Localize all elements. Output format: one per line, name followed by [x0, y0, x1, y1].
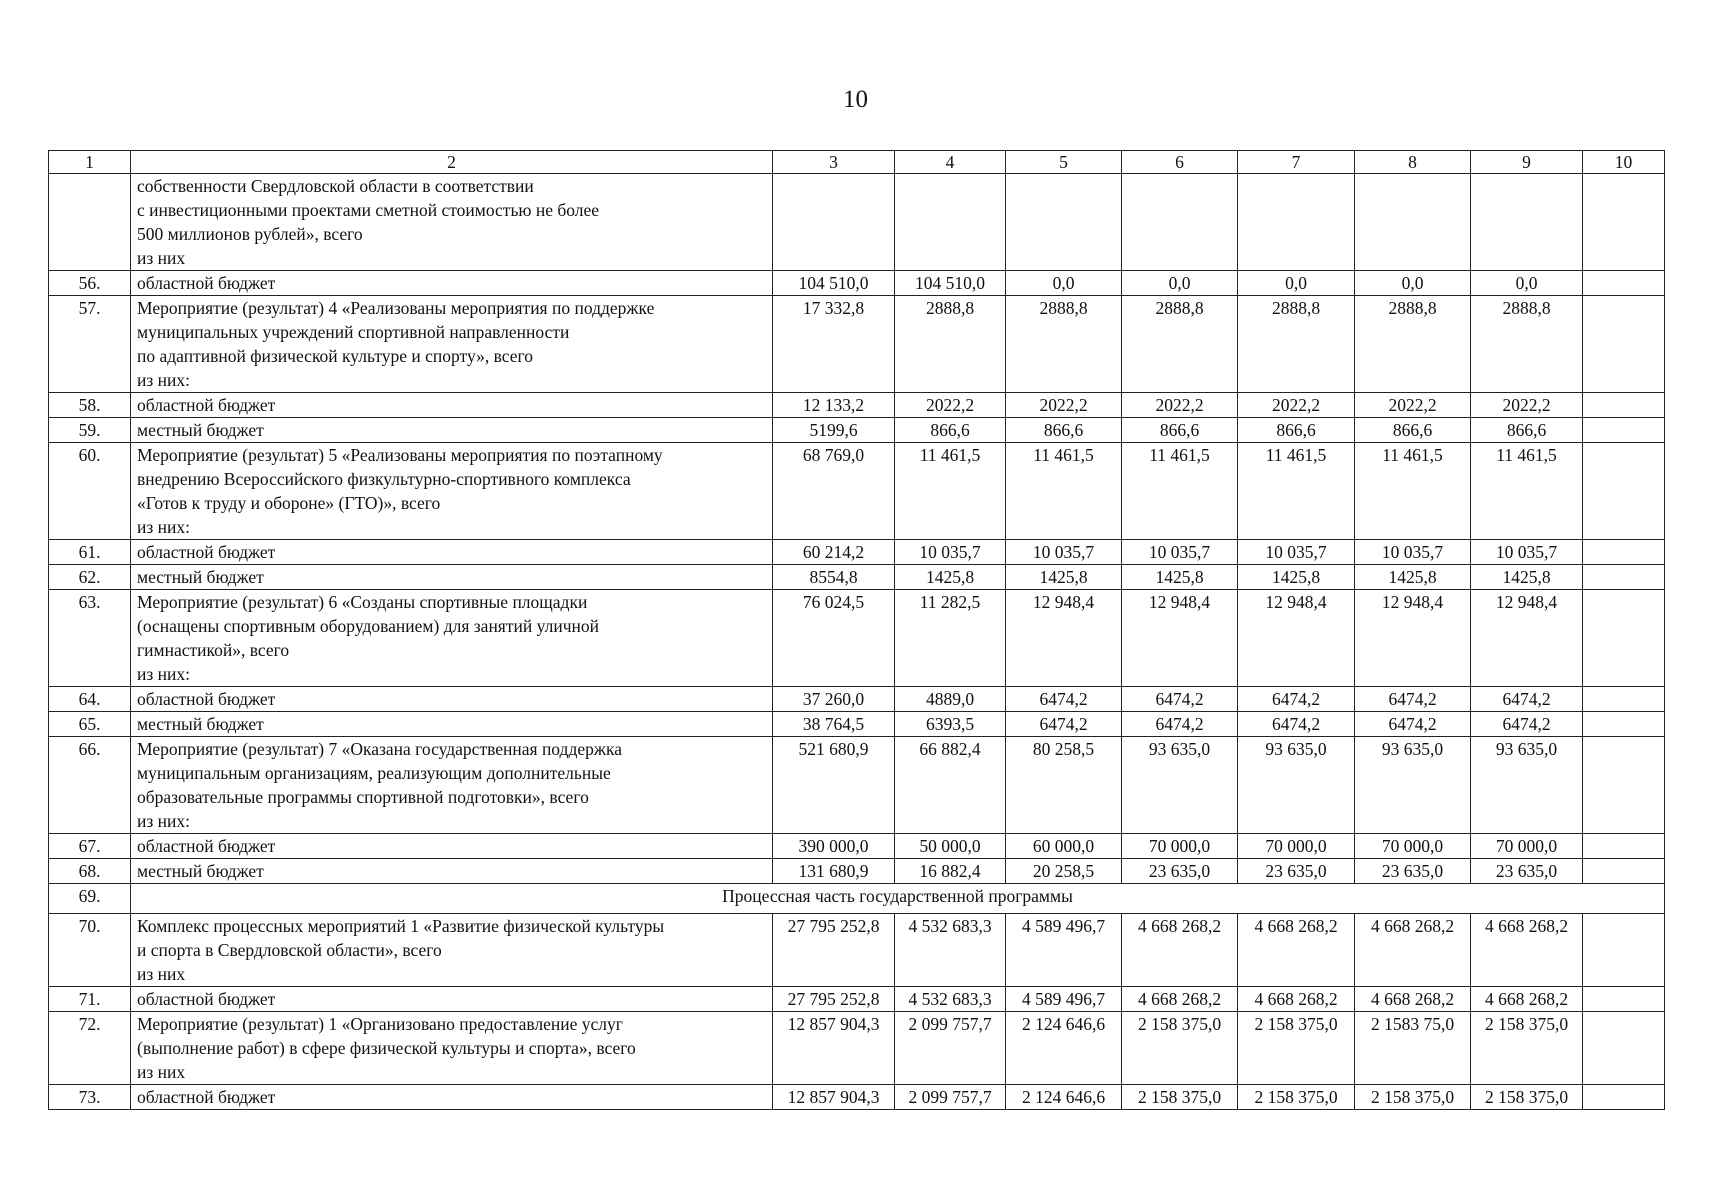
value-cell-col-3: 521 680,9	[773, 737, 895, 834]
row-number: 64.	[49, 687, 131, 712]
value-cell-col-7: 1425,8	[1238, 565, 1355, 590]
table-row	[49, 859, 1665, 884]
value-cell-col-5: 2022,2	[1006, 393, 1122, 418]
row-name-line: гимнастикой», всего	[137, 640, 290, 660]
header-cell: 2	[131, 151, 773, 174]
table-row	[49, 914, 1665, 987]
value-cell-col-10	[1583, 687, 1665, 712]
row-number: 72.	[49, 1012, 131, 1085]
value-cell-col-10	[1583, 590, 1665, 687]
table-row	[49, 712, 1665, 737]
value-cell-col-9: 4 668 268,2	[1471, 914, 1583, 987]
row-name	[131, 712, 773, 737]
row-name-line: из них:	[137, 370, 190, 390]
value-cell-col-9: 6474,2	[1471, 687, 1583, 712]
row-name-line: из них	[137, 1062, 186, 1082]
value-cell-col-4: 2 099 757,7	[895, 1085, 1006, 1110]
row-number: 65.	[49, 712, 131, 737]
value-cell-col-4: 2022,2	[895, 393, 1006, 418]
value-cell-col-6: 10 035,7	[1122, 540, 1238, 565]
value-cell-col-4: 4 532 683,3	[895, 987, 1006, 1012]
row-name	[131, 987, 773, 1012]
row-name	[131, 590, 773, 687]
value-cell-col-8: 2 158 375,0	[1355, 1085, 1471, 1110]
value-cell-col-7: 10 035,7	[1238, 540, 1355, 565]
value-cell-col-6: 2022,2	[1122, 393, 1238, 418]
value-cell-col-6: 11 461,5	[1122, 443, 1238, 540]
value-cell-col-9: 2 158 375,0	[1471, 1012, 1583, 1085]
value-cell-col-6	[1122, 174, 1238, 271]
row-name-line: муниципальных учреждений спортивной направленности	[137, 322, 570, 342]
value-cell-col-9: 2888,8	[1471, 296, 1583, 393]
value-cell-col-10	[1583, 418, 1665, 443]
value-cell-col-7: 0,0	[1238, 271, 1355, 296]
row-number: 73.	[49, 1085, 131, 1110]
value-cell-col-3: 390 000,0	[773, 834, 895, 859]
value-cell-col-8: 6474,2	[1355, 687, 1471, 712]
value-cell-col-9	[1471, 174, 1583, 271]
value-cell-col-6: 2 158 375,0	[1122, 1085, 1238, 1110]
header-cell: 6	[1122, 151, 1238, 174]
row-number: 69.	[49, 884, 131, 914]
value-cell-col-10	[1583, 987, 1665, 1012]
value-cell-col-4: 866,6	[895, 418, 1006, 443]
table-row	[49, 296, 1665, 393]
value-cell-col-8: 866,6	[1355, 418, 1471, 443]
value-cell-col-10	[1583, 540, 1665, 565]
row-name-line: местный бюджет	[137, 714, 264, 734]
table-row	[49, 418, 1665, 443]
value-cell-col-10	[1583, 737, 1665, 834]
value-cell-col-3: 27 795 252,8	[773, 987, 895, 1012]
value-cell-col-5: 2 124 646,6	[1006, 1012, 1122, 1085]
table-row	[49, 687, 1665, 712]
page-number: 10	[843, 86, 868, 113]
value-cell-col-3: 8554,8	[773, 565, 895, 590]
header-cell: 7	[1238, 151, 1355, 174]
value-cell-col-5: 60 000,0	[1006, 834, 1122, 859]
value-cell-col-5: 866,6	[1006, 418, 1122, 443]
row-number: 57.	[49, 296, 131, 393]
row-name-line: местный бюджет	[137, 420, 264, 440]
row-number: 56.	[49, 271, 131, 296]
row-name	[131, 418, 773, 443]
row-number: 66.	[49, 737, 131, 834]
row-name-line: «Готов к труду и обороне» (ГТО)», всего	[137, 493, 441, 513]
value-cell-col-5: 12 948,4	[1006, 590, 1122, 687]
value-cell-col-5: 80 258,5	[1006, 737, 1122, 834]
value-cell-col-9: 93 635,0	[1471, 737, 1583, 834]
value-cell-col-7: 866,6	[1238, 418, 1355, 443]
value-cell-col-3: 17 332,8	[773, 296, 895, 393]
row-number: 62.	[49, 565, 131, 590]
row-number: 60.	[49, 443, 131, 540]
value-cell-col-6: 70 000,0	[1122, 834, 1238, 859]
value-cell-col-4: 16 882,4	[895, 859, 1006, 884]
row-name	[131, 914, 773, 987]
value-cell-col-10	[1583, 393, 1665, 418]
value-cell-col-4: 11 282,5	[895, 590, 1006, 687]
value-cell-col-4: 66 882,4	[895, 737, 1006, 834]
row-name	[131, 540, 773, 565]
row-name	[131, 565, 773, 590]
value-cell-col-10	[1583, 1085, 1665, 1110]
value-cell-col-9: 70 000,0	[1471, 834, 1583, 859]
row-name	[131, 737, 773, 834]
value-cell-col-7: 12 948,4	[1238, 590, 1355, 687]
row-name-line: областной бюджет	[137, 836, 276, 856]
value-cell-col-10	[1583, 712, 1665, 737]
row-number: 70.	[49, 914, 131, 987]
header-cell: 3	[773, 151, 895, 174]
row-name	[131, 1085, 773, 1110]
value-cell-col-8: 11 461,5	[1355, 443, 1471, 540]
value-cell-col-8: 0,0	[1355, 271, 1471, 296]
value-cell-col-8: 1425,8	[1355, 565, 1471, 590]
table-row	[49, 590, 1665, 687]
value-cell-col-9: 0,0	[1471, 271, 1583, 296]
row-number	[49, 174, 131, 271]
value-cell-col-9: 2022,2	[1471, 393, 1583, 418]
value-cell-col-4: 6393,5	[895, 712, 1006, 737]
row-number: 68.	[49, 859, 131, 884]
value-cell-col-9: 12 948,4	[1471, 590, 1583, 687]
value-cell-col-5: 10 035,7	[1006, 540, 1122, 565]
header-cell: 8	[1355, 151, 1471, 174]
value-cell-col-8: 4 668 268,2	[1355, 914, 1471, 987]
row-name	[131, 271, 773, 296]
row-name-line: из них:	[137, 664, 190, 684]
value-cell-col-9: 23 635,0	[1471, 859, 1583, 884]
row-name-line: по адаптивной физической культуре и спорту», всего	[137, 346, 534, 366]
row-name-line: собственности Свердловской области в соответствии	[137, 176, 534, 196]
value-cell-col-6: 4 668 268,2	[1122, 987, 1238, 1012]
row-name	[131, 687, 773, 712]
row-name-line: (оснащены спортивным оборудованием) для занятий уличной	[137, 616, 599, 636]
row-name-line: местный бюджет	[137, 567, 264, 587]
row-name-line: из них	[137, 964, 186, 984]
value-cell-col-8: 10 035,7	[1355, 540, 1471, 565]
header-cell: 9	[1471, 151, 1583, 174]
value-cell-col-9: 11 461,5	[1471, 443, 1583, 540]
row-name-line: областной бюджет	[137, 273, 276, 293]
value-cell-col-7: 2 158 375,0	[1238, 1012, 1355, 1085]
value-cell-col-3: 104 510,0	[773, 271, 895, 296]
header-cell: 5	[1006, 151, 1122, 174]
table-body	[49, 174, 1665, 1110]
value-cell-col-8: 2022,2	[1355, 393, 1471, 418]
table-row	[49, 540, 1665, 565]
row-name-line: Мероприятие (результат) 6 «Созданы спортивные площадки	[137, 592, 588, 612]
value-cell-col-4	[895, 174, 1006, 271]
value-cell-col-7: 6474,2	[1238, 712, 1355, 737]
value-cell-col-6: 4 668 268,2	[1122, 914, 1238, 987]
value-cell-col-3: 12 857 904,3	[773, 1085, 895, 1110]
value-cell-col-4: 11 461,5	[895, 443, 1006, 540]
value-cell-col-7: 2 158 375,0	[1238, 1085, 1355, 1110]
row-name-line: с инвестиционными проектами сметной стоимостью не более	[137, 200, 600, 220]
value-cell-col-6: 93 635,0	[1122, 737, 1238, 834]
row-name-line: из них:	[137, 517, 190, 537]
value-cell-col-3: 131 680,9	[773, 859, 895, 884]
row-number: 67.	[49, 834, 131, 859]
table-row	[49, 1085, 1665, 1110]
value-cell-col-4: 2 099 757,7	[895, 1012, 1006, 1085]
value-cell-col-10	[1583, 565, 1665, 590]
value-cell-col-9: 1425,8	[1471, 565, 1583, 590]
value-cell-col-5: 0,0	[1006, 271, 1122, 296]
table-row	[49, 443, 1665, 540]
table-row	[49, 393, 1665, 418]
section-row	[49, 884, 1665, 914]
value-cell-col-10	[1583, 859, 1665, 884]
value-cell-col-9: 10 035,7	[1471, 540, 1583, 565]
value-cell-col-5: 4 589 496,7	[1006, 987, 1122, 1012]
table-header-row	[49, 151, 1665, 174]
row-name	[131, 834, 773, 859]
value-cell-col-10	[1583, 914, 1665, 987]
value-cell-col-5: 11 461,5	[1006, 443, 1122, 540]
value-cell-col-3	[773, 174, 895, 271]
value-cell-col-10	[1583, 443, 1665, 540]
budget-table	[48, 150, 1665, 1110]
row-name-line: Мероприятие (результат) 1 «Организовано предоставление услуг	[137, 1014, 623, 1034]
value-cell-col-5: 1425,8	[1006, 565, 1122, 590]
value-cell-col-3: 60 214,2	[773, 540, 895, 565]
value-cell-col-5: 6474,2	[1006, 712, 1122, 737]
value-cell-col-10	[1583, 1012, 1665, 1085]
value-cell-col-8: 4 668 268,2	[1355, 987, 1471, 1012]
value-cell-col-8	[1355, 174, 1471, 271]
value-cell-col-4: 104 510,0	[895, 271, 1006, 296]
row-name-line: 500 миллионов рублей», всего	[137, 224, 363, 244]
row-name-line: внедрению Всероссийского физкультурно-спортивного комплекса	[137, 469, 631, 489]
value-cell-col-6: 6474,2	[1122, 687, 1238, 712]
value-cell-col-3: 38 764,5	[773, 712, 895, 737]
value-cell-col-10	[1583, 271, 1665, 296]
value-cell-col-7: 6474,2	[1238, 687, 1355, 712]
value-cell-col-9: 2 158 375,0	[1471, 1085, 1583, 1110]
row-name-line: Мероприятие (результат) 5 «Реализованы мероприятия по поэтапному	[137, 445, 663, 465]
value-cell-col-10	[1583, 174, 1665, 271]
value-cell-col-4: 1425,8	[895, 565, 1006, 590]
value-cell-col-6: 866,6	[1122, 418, 1238, 443]
row-number: 59.	[49, 418, 131, 443]
row-number: 61.	[49, 540, 131, 565]
row-name-line: областной бюджет	[137, 1087, 276, 1107]
value-cell-col-8: 12 948,4	[1355, 590, 1471, 687]
value-cell-col-4: 50 000,0	[895, 834, 1006, 859]
value-cell-col-5: 6474,2	[1006, 687, 1122, 712]
value-cell-col-5: 2888,8	[1006, 296, 1122, 393]
table-row	[49, 565, 1665, 590]
value-cell-col-3: 37 260,0	[773, 687, 895, 712]
row-name-line: Мероприятие (результат) 4 «Реализованы мероприятия по поддержке	[137, 298, 655, 318]
value-cell-col-5: 4 589 496,7	[1006, 914, 1122, 987]
table-row	[49, 834, 1665, 859]
value-cell-col-6: 12 948,4	[1122, 590, 1238, 687]
value-cell-col-7: 70 000,0	[1238, 834, 1355, 859]
value-cell-col-7: 11 461,5	[1238, 443, 1355, 540]
header-cell: 1	[49, 151, 131, 174]
value-cell-col-4: 2888,8	[895, 296, 1006, 393]
row-name-line: Комплекс процессных мероприятий 1 «Развитие физической культуры	[137, 916, 665, 936]
row-name	[131, 443, 773, 540]
row-name-line: Мероприятие (результат) 7 «Оказана государственная поддержка	[137, 739, 622, 759]
value-cell-col-7	[1238, 174, 1355, 271]
value-cell-col-7: 2888,8	[1238, 296, 1355, 393]
row-name-line: областной бюджет	[137, 395, 276, 415]
row-name-line: муниципальным организациям, реализующим дополнительные	[137, 763, 611, 783]
value-cell-col-8: 2 1583 75,0	[1355, 1012, 1471, 1085]
header-cell: 4	[895, 151, 1006, 174]
value-cell-col-4: 10 035,7	[895, 540, 1006, 565]
value-cell-col-3: 12 133,2	[773, 393, 895, 418]
row-name-line: областной бюджет	[137, 542, 276, 562]
row-name-line: областной бюджет	[137, 689, 276, 709]
value-cell-col-7: 93 635,0	[1238, 737, 1355, 834]
value-cell-col-6: 0,0	[1122, 271, 1238, 296]
value-cell-col-8: 93 635,0	[1355, 737, 1471, 834]
value-cell-col-6: 1425,8	[1122, 565, 1238, 590]
value-cell-col-8: 23 635,0	[1355, 859, 1471, 884]
row-number: 58.	[49, 393, 131, 418]
header-cell: 10	[1583, 151, 1665, 174]
value-cell-col-5: 20 258,5	[1006, 859, 1122, 884]
row-name	[131, 859, 773, 884]
value-cell-col-7: 4 668 268,2	[1238, 914, 1355, 987]
value-cell-col-3: 68 769,0	[773, 443, 895, 540]
value-cell-col-6: 6474,2	[1122, 712, 1238, 737]
value-cell-col-8: 70 000,0	[1355, 834, 1471, 859]
row-number: 71.	[49, 987, 131, 1012]
row-name	[131, 174, 773, 271]
row-name	[131, 1012, 773, 1085]
row-name-line: из них:	[137, 811, 190, 831]
value-cell-col-3: 27 795 252,8	[773, 914, 895, 987]
row-name-line: местный бюджет	[137, 861, 264, 881]
section-title: Процессная часть государственной программы	[131, 884, 1665, 914]
value-cell-col-6: 2888,8	[1122, 296, 1238, 393]
value-cell-col-7: 4 668 268,2	[1238, 987, 1355, 1012]
value-cell-col-9: 6474,2	[1471, 712, 1583, 737]
row-name	[131, 393, 773, 418]
row-number: 63.	[49, 590, 131, 687]
value-cell-col-10	[1583, 834, 1665, 859]
value-cell-col-9: 866,6	[1471, 418, 1583, 443]
value-cell-col-5: 2 124 646,6	[1006, 1085, 1122, 1110]
value-cell-col-7: 2022,2	[1238, 393, 1355, 418]
value-cell-col-8: 6474,2	[1355, 712, 1471, 737]
value-cell-col-3: 12 857 904,3	[773, 1012, 895, 1085]
row-name-line: областной бюджет	[137, 989, 276, 1009]
table-row	[49, 1012, 1665, 1085]
row-name-line: (выполнение работ) в сфере физической культуры и спорта», всего	[137, 1038, 636, 1058]
value-cell-col-4: 4889,0	[895, 687, 1006, 712]
value-cell-col-5	[1006, 174, 1122, 271]
value-cell-col-10	[1583, 296, 1665, 393]
value-cell-col-6: 2 158 375,0	[1122, 1012, 1238, 1085]
value-cell-col-3: 5199,6	[773, 418, 895, 443]
table-row	[49, 174, 1665, 271]
table-row	[49, 271, 1665, 296]
value-cell-col-9: 4 668 268,2	[1471, 987, 1583, 1012]
value-cell-col-3: 76 024,5	[773, 590, 895, 687]
value-cell-col-8: 2888,8	[1355, 296, 1471, 393]
row-name-line: и спорта в Свердловской области», всего	[137, 940, 442, 960]
row-name	[131, 296, 773, 393]
value-cell-col-6: 23 635,0	[1122, 859, 1238, 884]
table-row	[49, 987, 1665, 1012]
value-cell-col-4: 4 532 683,3	[895, 914, 1006, 987]
value-cell-col-7: 23 635,0	[1238, 859, 1355, 884]
table-row	[49, 737, 1665, 834]
row-name-line: из них	[137, 248, 186, 268]
row-name-line: образовательные программы спортивной подготовки», всего	[137, 787, 589, 807]
